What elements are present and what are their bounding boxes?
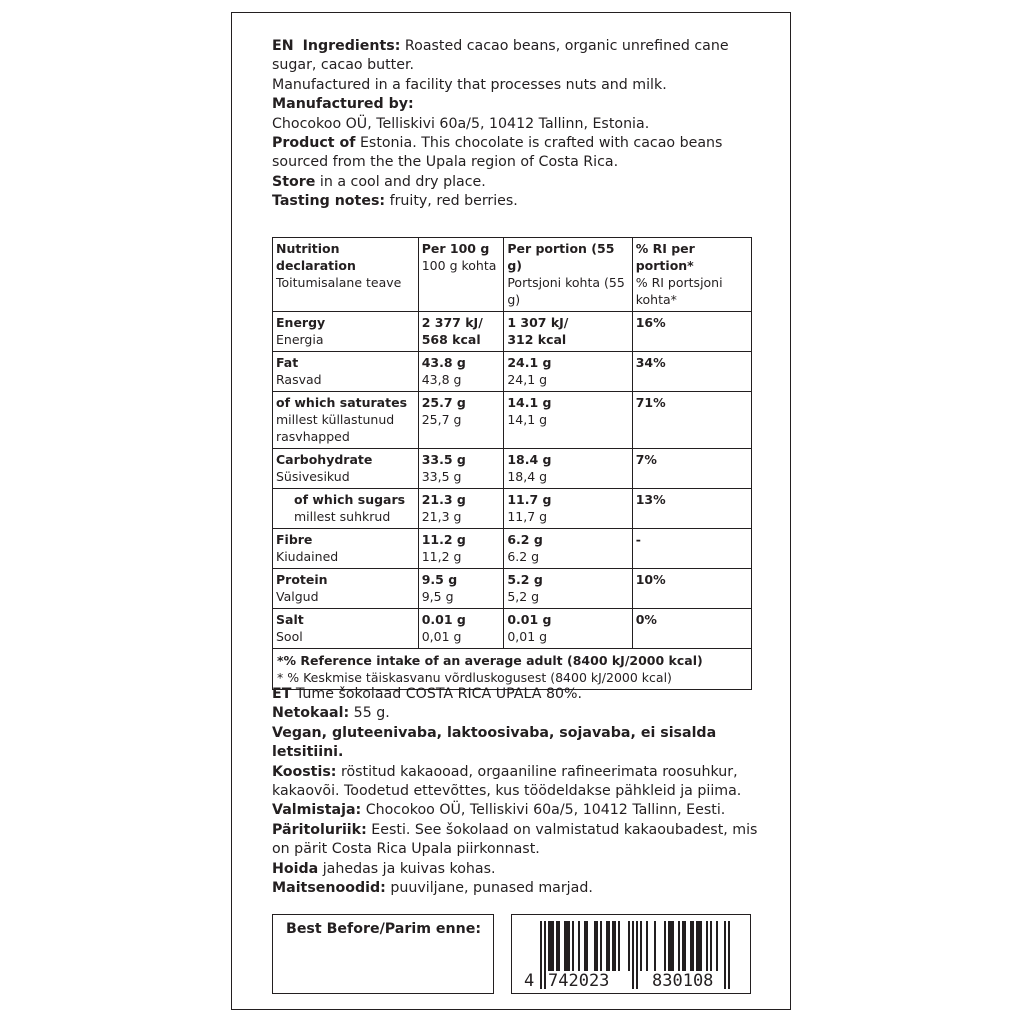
barcode-bar [596,921,598,971]
barcode-box [511,914,751,994]
table-row: Carbohydrate Süsivesikud 33.5 g 33,5 g 18.4 g 18,4 g 7% [273,449,752,489]
barcode-bar [552,921,554,971]
table-row: of which sugars millest suhkrud 21.3 g 21,3 g 11.7 g 11,7 g 13% [273,489,752,529]
barcode-bar [600,921,602,971]
barcode-bar [618,921,620,971]
et-tasting-notes: Maitsenoodid: puuviljane, punased marjad. [272,880,593,897]
table-row: Fibre Kiudained 11.2 g 11,2 g 6.2 g 6.2 g - [273,529,752,569]
barcode-bar [628,921,630,971]
en-allergen-note: Manufactured in a facility that processes nuts and milk. [272,76,667,93]
barcode-bar [614,921,616,971]
et-title: ET Tume šokolaad COSTA RICA UPALA 80%. [272,686,583,702]
barcode-bar [728,921,730,989]
barcode-bar [540,921,542,989]
barcode-bar [544,921,546,989]
barcode-bar [612,921,614,971]
table-row: Energy Energia 2 377 kJ/ 568 kcal 1 307 kJ/ 312 kcal 16% [273,312,752,352]
barcode-bar [594,921,596,971]
barcode-bar [606,921,608,971]
barcode-bar [646,921,648,971]
en-manufacturer-label: Manufactured by: [272,96,414,113]
header-cell: Per 100 g 100 g kohta [418,238,504,312]
barcode-bar [548,921,550,971]
barcode-bar [640,921,642,971]
header-cell: Nutrition declaration Toitumisalane teave [273,238,419,312]
barcode-bar [716,921,718,971]
barcode-bar [654,921,656,971]
barcode-bar [690,921,692,971]
footnote-en: *% Reference intake of an average adult (8400 kJ/2000 kcal) [277,653,703,668]
barcode-digits-right: 830108 [652,971,714,991]
barcode-bar [668,921,670,971]
en-ingredients: EN Ingredients: Roasted cacao beans, organic unrefined cane sugar, cacao butter. [272,38,729,74]
barcode-bar [698,921,700,971]
barcode-bar [682,921,684,971]
barcode-bar [678,921,680,971]
nutrition-header-row [273,238,752,312]
best-before-label: Best Before/Parim enne: [286,921,482,937]
table-row: of which saturates millest küllastunud rasvhapped 25.7 g 25,7 g 14.1 g 14,1 g 71% [273,392,752,449]
en-store: Store in a cool and dry place. [272,173,486,190]
barcode-bar [672,921,674,971]
best-before-box [272,914,494,994]
table-row: Salt Sool 0.01 g 0,01 g 0.01 g 0,01 g 0% [273,609,752,649]
barcode-bar [564,921,566,971]
barcode-bar [664,921,666,971]
barcode-bar [586,921,588,971]
barcode-bar [556,921,558,971]
barcode-bar [608,921,610,971]
et-net-weight: Netokaal: 55 g. [272,705,390,722]
barcode-bar [670,921,672,971]
barcode-bar [700,921,702,971]
barcode-digit-first: 4 [524,971,535,991]
barcode-digits-left: 742023 [548,971,610,991]
barcode-bar [724,921,726,989]
et-store: Hoida jahedas ja kuivas kohas. [272,860,496,877]
header-cell: % RI per portion* % RI portsjoni kohta* [632,238,751,312]
barcode-bar [710,921,712,971]
barcode-bar [572,921,574,971]
barcode-bar [550,921,552,971]
et-manufacturer: Valmistaja: Chocokoo OÜ, Telliskivi 60a/5, 10412 Tallinn, Eesti. [272,802,726,819]
barcode-bar [558,921,560,971]
header-cell: Per portion (55 g) Portsjoni kohta (55 g) [504,238,632,312]
table-row: Protein Valgud 9.5 g 9,5 g 5.2 g 5,2 g 10% [273,569,752,609]
et-ingredients: Koostis: röstitud kakaooad, orgaaniline rafineerimata roosuhkur, kakaovõi. Toodetud ettevõttes, kus töödeldakse pähkleid ja piima. [272,763,742,800]
product-label [231,12,791,1010]
et-origin: Päritoluriik: Eesti. See šokolaad on valmistatud kakaoubadest, mis on pärit Costa Rica Upala piirkonnast. [272,821,758,858]
barcode-bar [684,921,686,971]
estonian-section [272,685,758,898]
barcode-bar [632,921,634,989]
nutrition-table [272,237,752,690]
table-row: Fat Rasvad 43.8 g 43,8 g 24.1 g 24,1 g 34% [273,352,752,392]
barcode-bar [566,921,568,971]
english-section [272,37,758,212]
barcode-bar [696,921,698,971]
et-claims: Vegan, gluteenivaba, laktoosivaba, sojavaba, ei sisalda letsitiini. [272,724,717,761]
barcode-bar [706,921,708,971]
barcode-bar [584,921,586,971]
barcode-bar [692,921,694,971]
footnote-et: * % Keskmise täiskasvanu võrdluskogusest (8400 kJ/2000 kcal) [277,670,672,685]
en-tasting-notes: Tasting notes: fruity, red berries. [272,193,518,210]
footnote-row [273,649,752,690]
en-product-of: Product of Estonia. This chocolate is crafted with cacao beans sourced from the the Upala region of Costa Rica. [272,135,723,171]
barcode-bar [636,921,638,989]
en-manufacturer-text: Chocokoo OÜ, Telliskivi 60a/5, 10412 Tallinn, Estonia. [272,115,650,132]
barcode-bar [578,921,580,971]
barcode-bar [568,921,570,971]
